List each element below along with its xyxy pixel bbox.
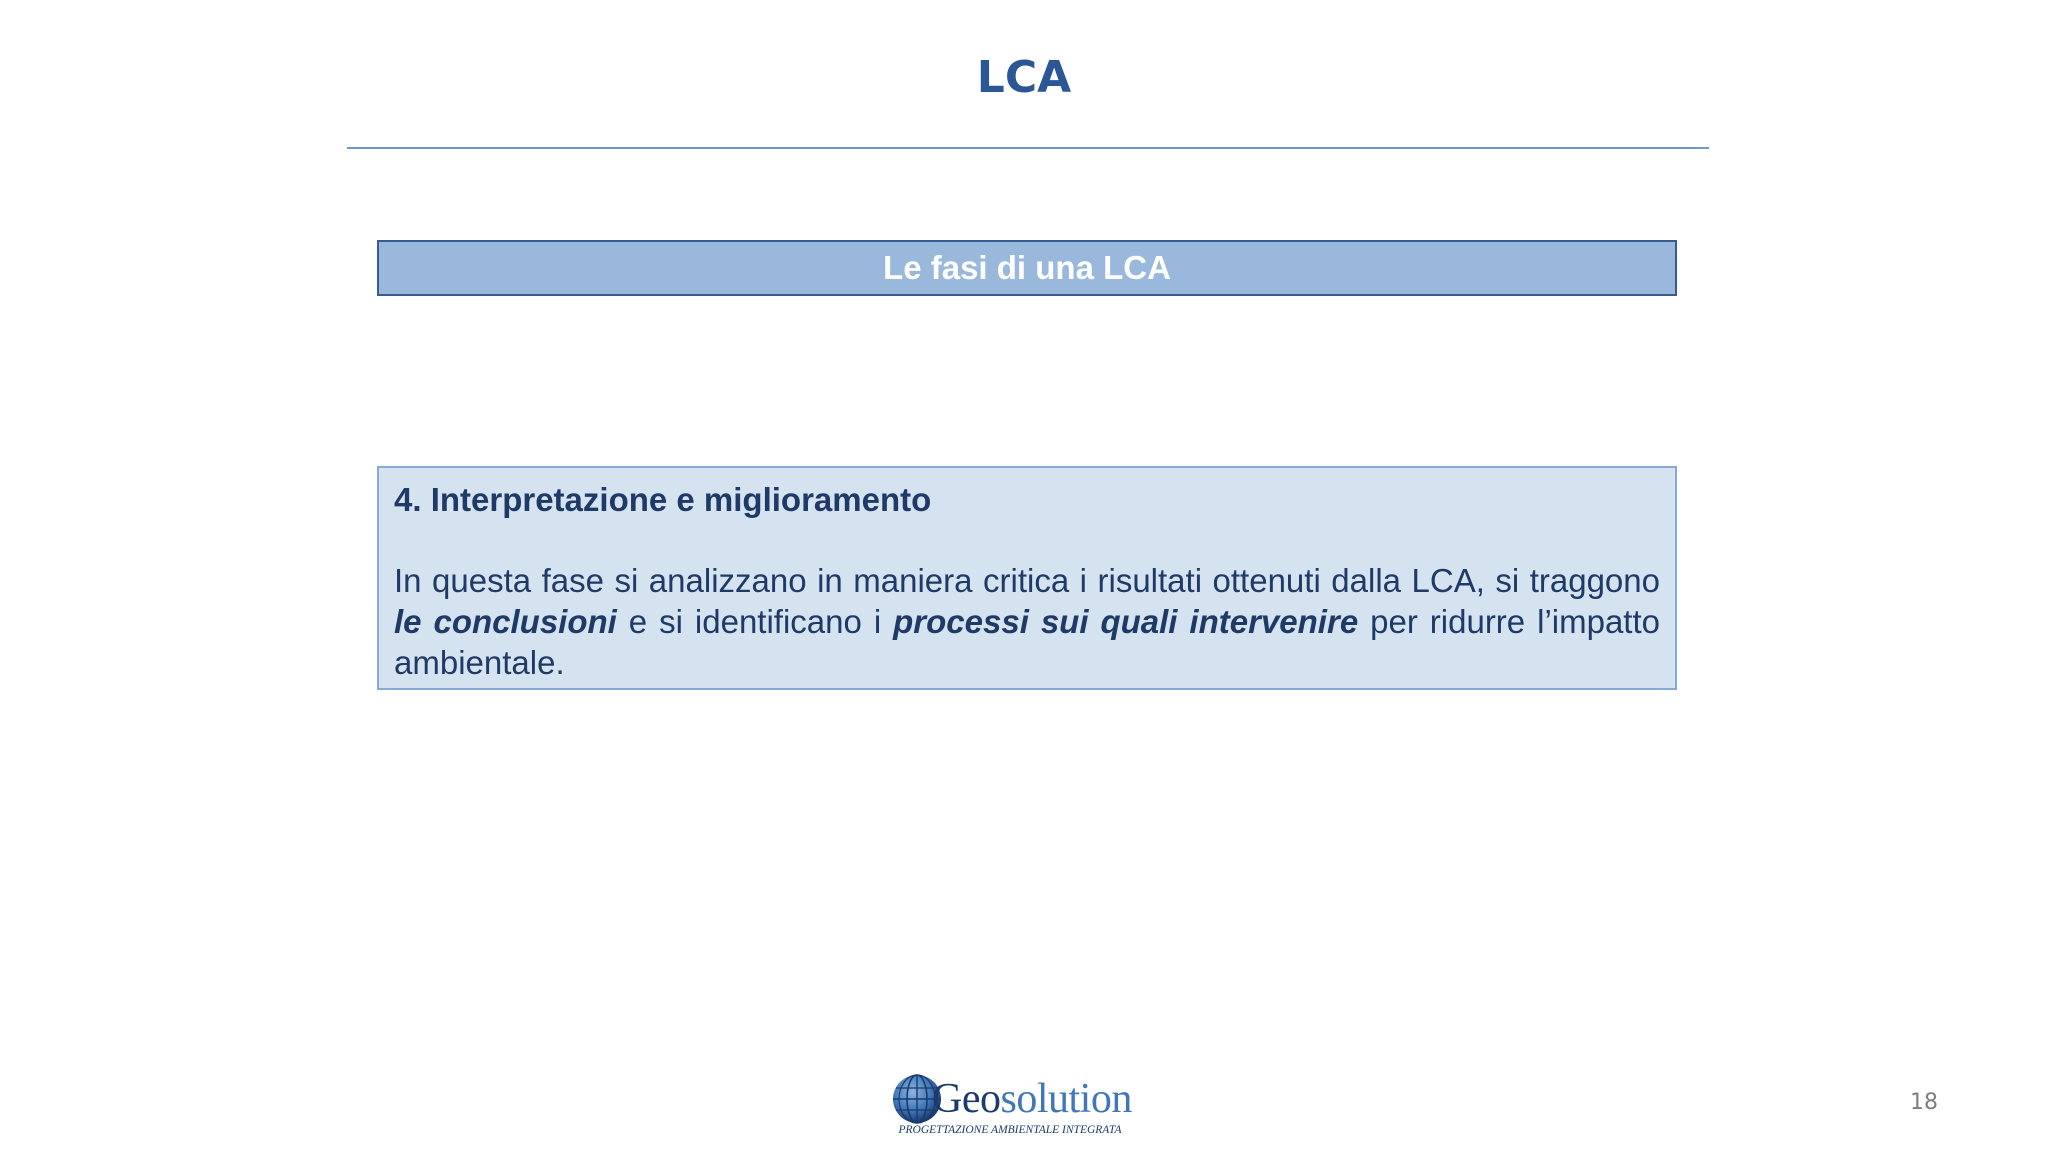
body-text-part: per ridurre l’impatto ambientale. <box>394 603 1660 681</box>
geosolution-logo <box>890 1070 1130 1140</box>
body-emphasis-conclusions: le conclusioni <box>394 603 617 640</box>
phases-header-bar <box>377 240 1677 296</box>
logo-word-solution: solution <box>1000 1076 1132 1122</box>
logo-tagline: PROGETTAZIONE AMBIENTALE INTEGRATA <box>898 1124 1122 1136</box>
phase-body-text <box>394 560 1660 683</box>
phase-heading: 4. Interpretazione e miglioramento <box>394 481 932 518</box>
slide-title: LCA <box>976 52 1072 103</box>
page-number: 18 <box>1910 1090 1938 1115</box>
phase-description-box <box>377 466 1677 690</box>
phases-header-label: Le fasi di una LCA <box>883 249 1171 286</box>
body-text-part: In questa fase si analizzano in maniera critica i risultati ottenuti dalla LCA, si traggono <box>394 562 1660 599</box>
logo-word-geo: Geo <box>932 1076 1001 1122</box>
body-text-part: e si identificano i <box>616 603 894 640</box>
body-emphasis-processes: processi sui quali intervenire <box>893 603 1359 640</box>
title-divider <box>347 147 1709 149</box>
logo-wordmark <box>932 1076 1132 1122</box>
